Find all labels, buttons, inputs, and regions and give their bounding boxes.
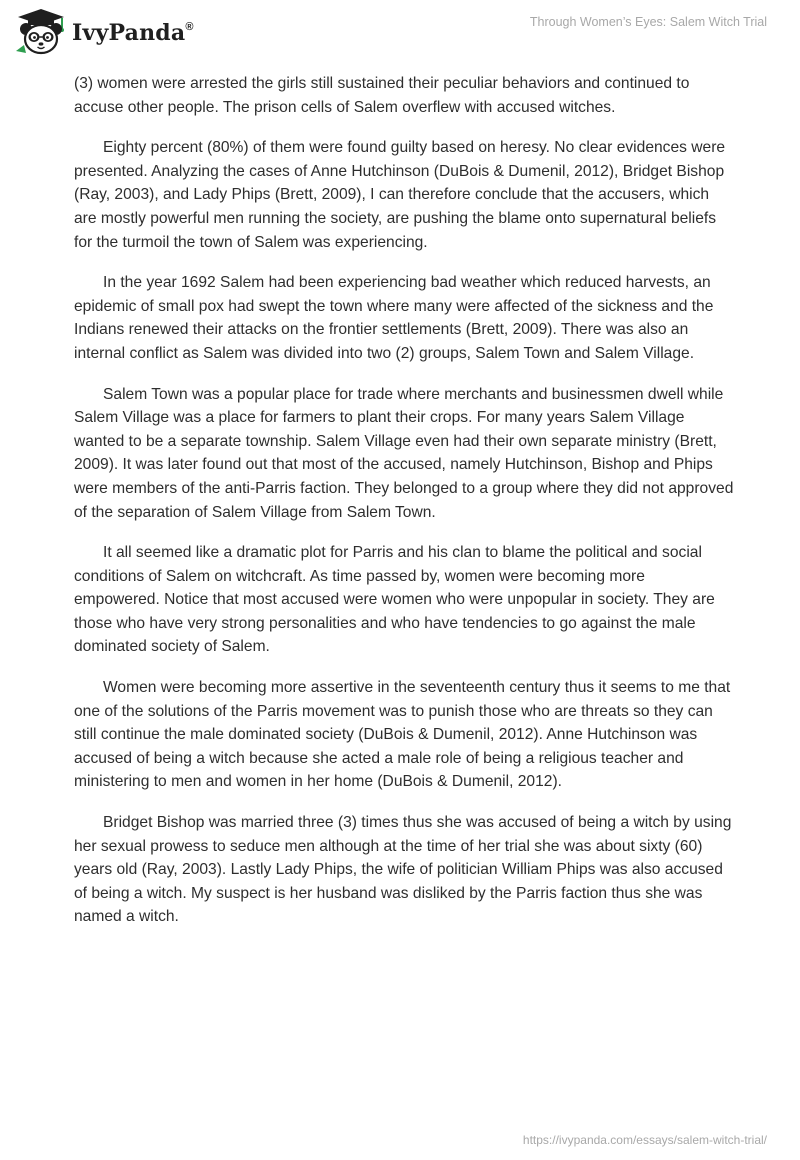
source-url[interactable]: https://ivypanda.com/essays/salem-witch-trial/ (522, 1133, 767, 1147)
ivypanda-logo[interactable] (14, 7, 194, 57)
essay-body (74, 72, 734, 946)
paragraph-2: Eighty percent (80%) of them were found guilty based on heresy. No clear evidences were presented. Analyzing the cases of Anne Hutchinson (DuBois & Dumenil, 2012), Bridget Bishop (Ray, 2003), and Lady Phips (Brett, 2009), I can therefore conclude that the accusers, which are mostly powerful men running the society, are pushing the blame onto supernatural beliefs for the turmoil the town of Salem was experiencing. (74, 139, 726, 251)
brand-name-text: IvyPanda (72, 20, 186, 46)
document-title: Through Women’s Eyes: Salem Witch Trial (529, 15, 767, 29)
brand-name (72, 20, 194, 46)
paragraph-1: (3) women were arrested the girls still sustained their peculiar behaviors and continued to accuse other people. The prison cells of Salem overflew with accused witches. (74, 75, 690, 116)
paragraph-5: It all seemed like a dramatic plot for Parris and his clan to blame the political and social conditions of Salem on witchcraft. As time passed by, women were becoming more empowered. Notice that most accused were women who were unpopular in society. They are those who have very strong personalities and who have tendencies to go against the male dominated society of Salem. (74, 544, 715, 656)
paragraph-3: In the year 1692 Salem had been experiencing bad weather which reduced harvests, an epidemic of small pox had swept the town where many were affected of the sickness and the Indians renewed their attacks on the frontier settlements (Brett, 2009). There was also an internal conflict as Salem was divided into two (2) groups, Salem Town and Salem Village. (74, 274, 714, 362)
paragraph-7: Bridget Bishop was married three (3) times thus she was accused of being a witch by using her sexual prowess to seduce men although at the time of her trial she was about sixty (60) years old (Ray, 2003). Lastly Lady Phips, the wife of politician William Phips was also accused of being a witch. My suspect is her husband was disliked by the Parris faction thus she was named a witch. (74, 814, 732, 926)
registered-mark: ® (185, 21, 194, 33)
page-header (0, 0, 800, 60)
paragraph-4: Salem Town was a popular place for trade where merchants and businessmen dwell while Salem Village was a place for farmers to plant their crops. For many years Salem Village wanted to be a separate township. Salem Village even had their own separate ministry (Brett, 2009). It was later found out that most of the accused, namely Hutchinson, Bishop and Phips were members of the anti-Parris faction. They belonged to a group where they did not approved of the separation of Salem Village from Salem Town. (74, 385, 734, 521)
paragraph-6: Women were becoming more assertive in the seventeenth century thus it seems to me that one of the solutions of the Parris movement was to punish those who are threats so they can still continue the male dominated society (DuBois & Dumenil, 2012). Anne Hutchinson was accused of being a witch because she acted a male role of being a religious teacher and ministering to men and women in her home (DuBois & Dumenil, 2012). (74, 679, 731, 791)
panda-graduate-icon (14, 7, 68, 57)
